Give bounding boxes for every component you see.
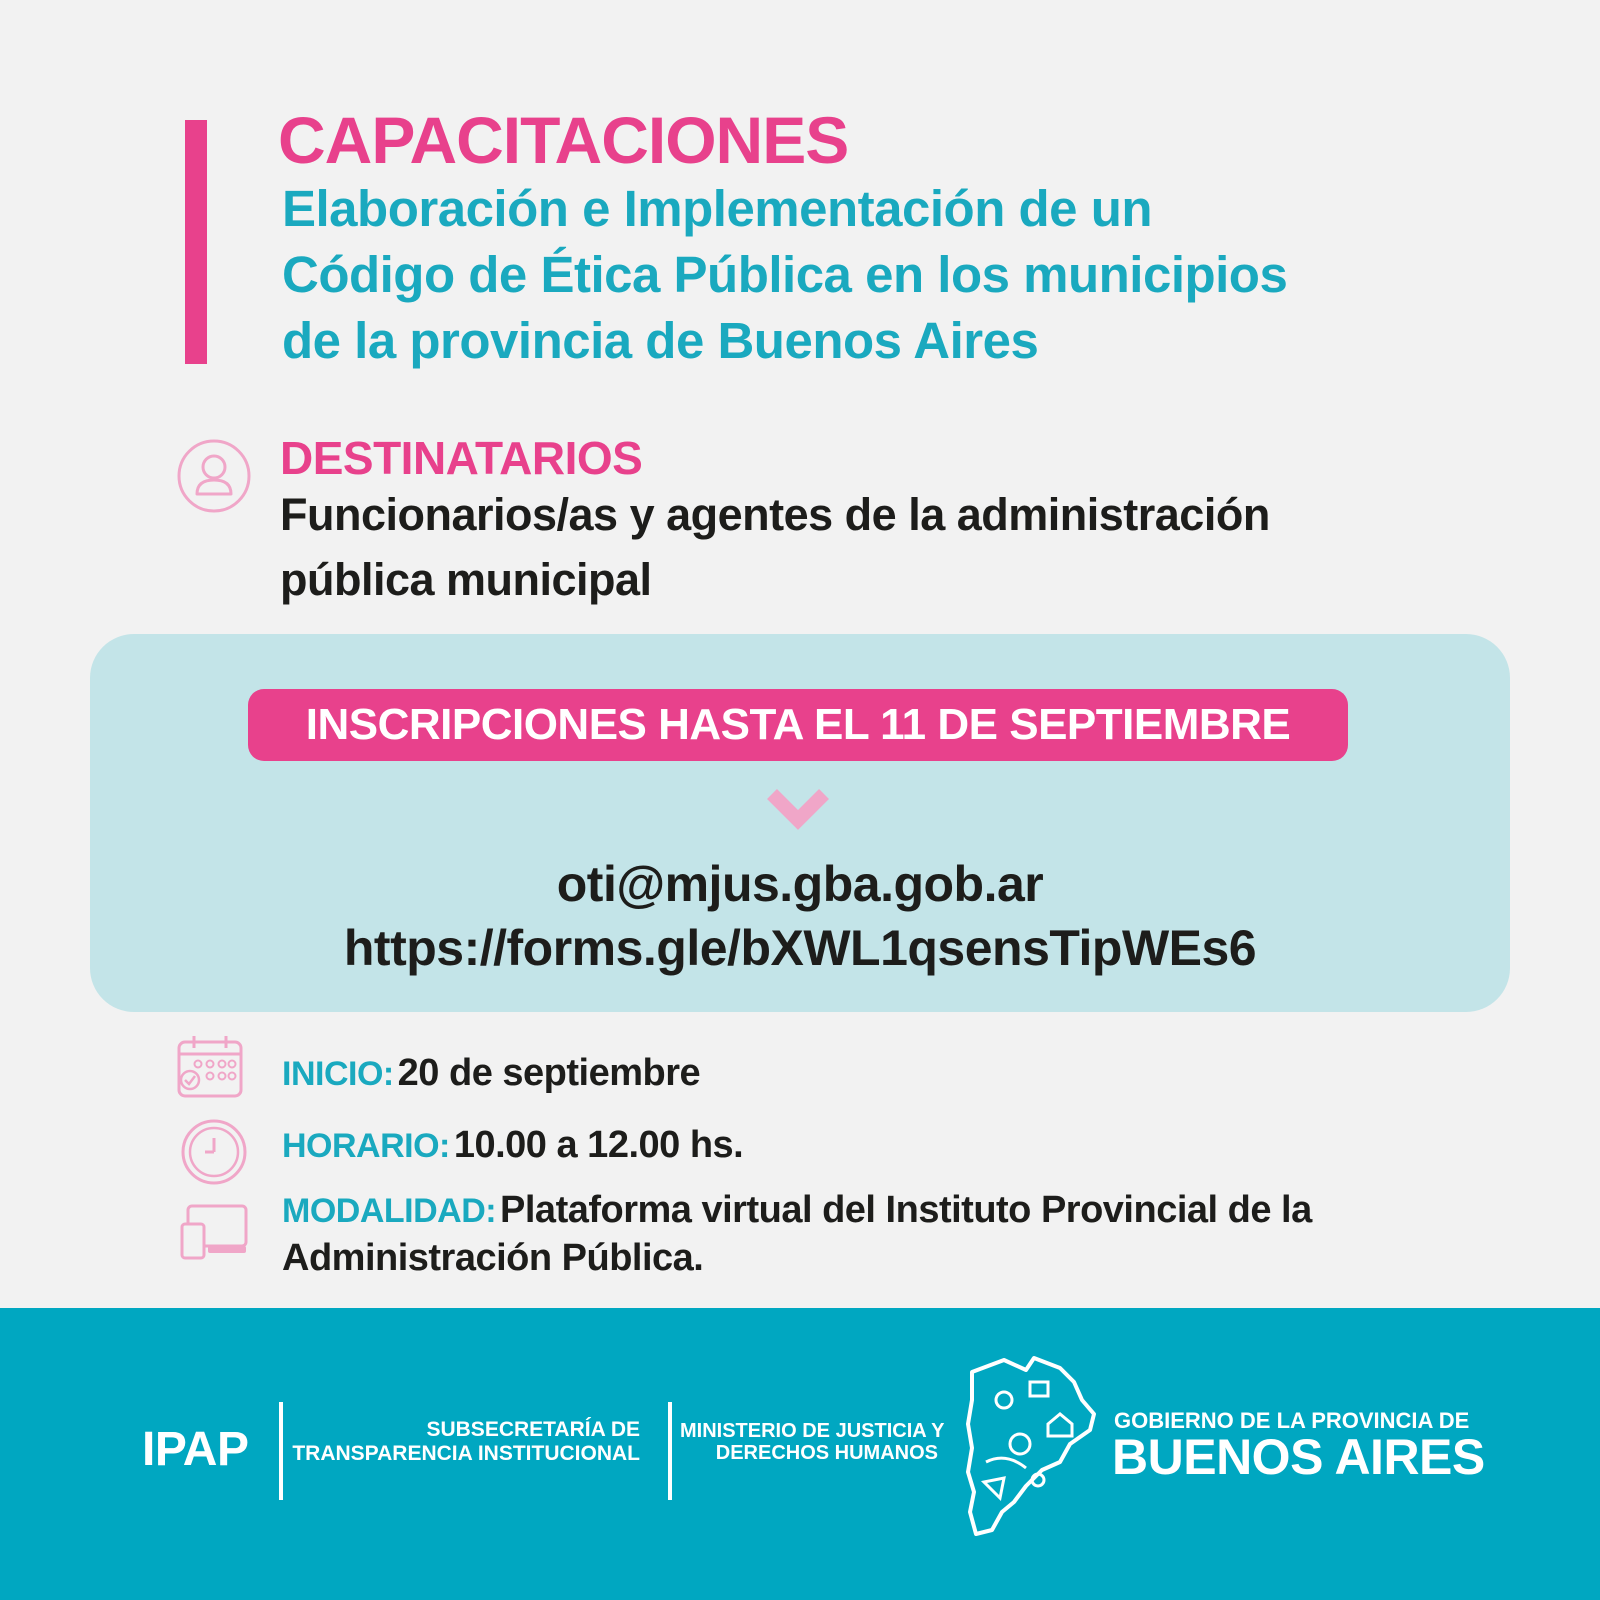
audience-label: DESTINATARIOS	[280, 432, 643, 484]
start-date-value: 20 de septiembre	[397, 1052, 701, 1094]
schedule-value: 10.00 a 12.00 hs.	[453, 1124, 744, 1166]
ministerio-line: DERECHOS HUMANOS	[715, 1442, 938, 1464]
person-icon	[176, 438, 252, 514]
province-map-icon	[964, 1352, 1100, 1536]
modality-line	[282, 1190, 1432, 1286]
modality-label: MODALIDAD:	[282, 1192, 497, 1230]
start-date-label: INICIO:	[282, 1055, 394, 1093]
ipap-logo: IPAP	[142, 1423, 249, 1476]
subsecretaria-text	[290, 1418, 640, 1466]
schedule-label: HORARIO:	[282, 1127, 450, 1165]
modality-value: Plataforma virtual del Instituto Provincial de la Administración Pública.	[282, 1189, 1312, 1279]
contact-email-link[interactable]: oti@mjus.gba.gob.ar	[556, 856, 1044, 912]
subtitle-line: de la provincia de Buenos Aires	[282, 312, 1039, 369]
footer-divider	[668, 1402, 672, 1500]
audience-line: Funcionarios/as y agentes de la administración	[280, 489, 1270, 540]
ministerio-text	[680, 1420, 945, 1464]
start-date-line	[282, 1052, 700, 1095]
subtitle-line: Elaboración e Implementación de un	[282, 180, 1153, 237]
registration-form-link[interactable]: https://forms.gle/bXWL1qsensTipWEs6	[343, 920, 1257, 976]
audience-line: pública municipal	[280, 554, 652, 605]
deadline-badge: INSCRIPCIONES HASTA EL 11 DE SEPTIEMBRE	[248, 689, 1348, 761]
schedule-line	[282, 1124, 743, 1167]
title-accent-bar	[185, 120, 207, 364]
chevron-down-icon	[766, 788, 830, 832]
subsecretaria-line: TRANSPARENCIA INSTITUCIONAL	[292, 1442, 640, 1465]
gobierno-label: GOBIERNO DE LA PROVINCIA DE	[1114, 1408, 1470, 1433]
clock-icon	[180, 1118, 248, 1186]
ministerio-line: MINISTERIO DE JUSTICIA Y	[680, 1420, 945, 1442]
subtitle-line: Código de Ética Pública en los municipios	[282, 246, 1288, 303]
buenos-aires-label: BUENOS AIRES	[1112, 1429, 1485, 1485]
page-title: CAPACITACIONES	[278, 103, 849, 177]
devices-icon	[180, 1202, 250, 1262]
page-subtitle	[282, 176, 1482, 374]
audience-text	[280, 482, 1430, 612]
footer-divider	[279, 1402, 283, 1500]
calendar-icon	[176, 1034, 244, 1100]
subsecretaria-line: SUBSECRETARÍA DE	[426, 1418, 640, 1441]
